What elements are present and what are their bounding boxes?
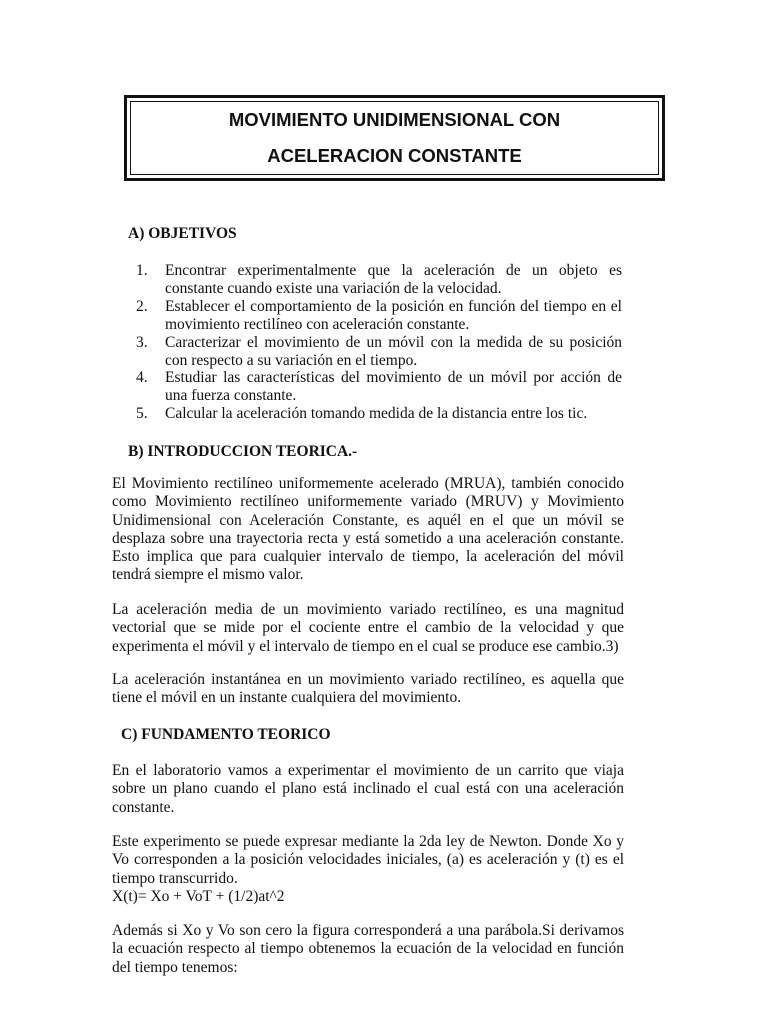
list-text: Calcular la aceleración tomando medida de la distancia entre los tic. bbox=[165, 405, 588, 423]
list-text: Establecer el comportamiento de la posición en función del tiempo en el movimiento rectilíneo con aceleración constante. bbox=[165, 297, 622, 333]
section-introduccion-heading: B) INTRODUCCION TEORICA.- bbox=[128, 443, 358, 460]
list-item bbox=[130, 262, 622, 298]
intro-paragraph-3: La aceleración instantánea en un movimiento variado rectilíneo, es aquella que tiene el móvil en un instante cualquiera del movimiento. bbox=[112, 671, 624, 707]
fundamento-paragraph-2: Este experimento se puede expresar mediante la 2da ley de Newton. Donde Xo y Vo corresponden a la posición velocidades iniciales, (a) es aceleración y (t) es el tiempo transcurrido. bbox=[112, 833, 624, 887]
list-number: 5. bbox=[136, 405, 148, 423]
list-text: Estudiar las características del movimiento de un móvil por acción de una fuerza constante. bbox=[165, 369, 622, 405]
list-number: 1. bbox=[136, 262, 148, 279]
section-objetivos-heading: A) OBJETIVOS bbox=[128, 225, 237, 242]
intro-paragraph-1: El Movimiento rectilíneo uniformemente acelerado (MRUA), también conocido como Movimiento rectilíneo uniformemente variado (MRUV) y Movimiento Unidimensional con Aceleración Constante, es aquél en el que un móvil se desplaza sobre una trayectoria recta y está sometido a una aceleración constante. Esto implica que para cualquier intervalo de tiempo, la aceleración del móvil tendrá siempre el mismo valor. bbox=[112, 475, 624, 584]
formula: X(t)= Xo + VoT + (1/2)at^2 bbox=[112, 888, 285, 905]
list-number: 4. bbox=[136, 369, 148, 387]
list-text: Caracterizar el movimiento de un móvil con la medida de su posición con respecto a su variación en el tiempo. bbox=[165, 333, 622, 369]
title-line-2: ACELERACION CONSTANTE bbox=[267, 145, 522, 166]
title-box bbox=[124, 95, 665, 181]
intro-paragraph-2: La aceleración media de un movimiento variado rectilíneo, es una magnitud vectorial que se mide por el cociente entre el cambio de la velocidad y que experimenta el móvil y el intervalo de tiempo en el cual se produce ese cambio.3) bbox=[112, 601, 624, 655]
list-item bbox=[130, 369, 622, 405]
list-text: Encontrar experimentalmente que la aceleración de un objeto es constante cuando existe una variación de la velocidad. bbox=[165, 262, 622, 297]
title-inner bbox=[130, 101, 659, 175]
fundamento-paragraph-3: Además si Xo y Vo son cero la figura corresponderá a una parábola.Si derivamos la ecuación respecto al tiempo obtenemos la ecuación de la velocidad en función del tiempo tenemos: bbox=[112, 922, 624, 976]
title-line-1: MOVIMIENTO UNIDIMENSIONAL CON bbox=[228, 109, 561, 130]
list-number: 2. bbox=[136, 297, 148, 315]
fundamento-paragraph-1: En el laboratorio vamos a experimentar el movimiento de un carrito que viaja sobre un plano cuando el plano está inclinado el cual está con una aceleración constante. bbox=[112, 762, 624, 816]
list-number: 3. bbox=[136, 333, 148, 351]
objectives-list bbox=[130, 262, 622, 423]
list-item bbox=[130, 405, 622, 423]
section-fundamento-heading: C) FUNDAMENTO TEORICO bbox=[121, 726, 331, 743]
list-item bbox=[130, 334, 622, 370]
list-item bbox=[130, 298, 622, 334]
